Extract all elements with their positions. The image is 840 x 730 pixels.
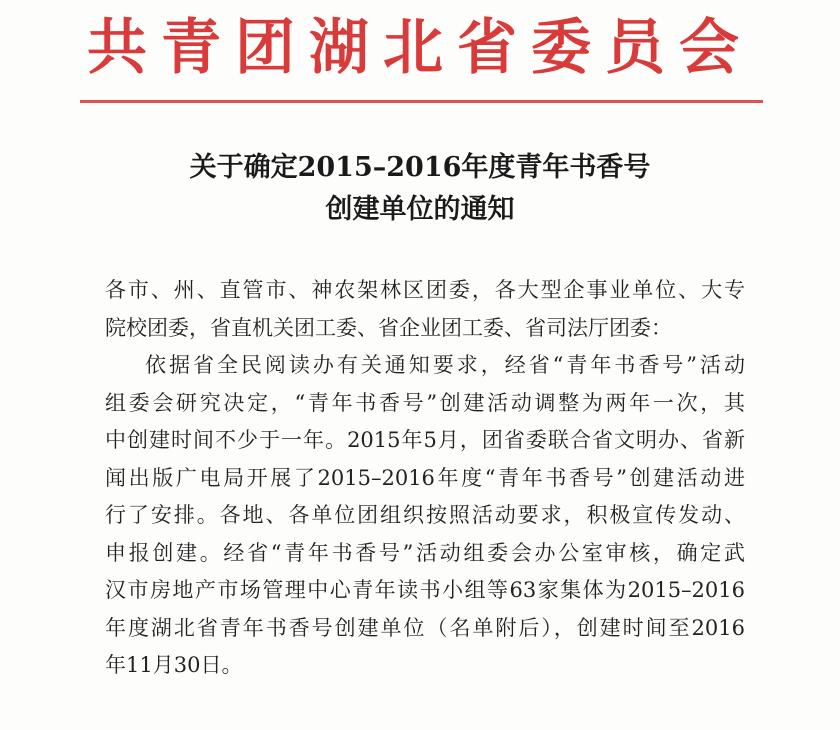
- paragraph-line-6: 申报创建。经省“青年书香号”活动组委会办公室审核，确定武: [105, 540, 745, 565]
- paragraph-line-3: 中创建时间不少于一年。2015年5月，团省委联合省文明办、省新: [105, 428, 745, 452]
- paragraph-line-1: 依据省全民阅读办有关通知要求，经省“青年书香号”活动: [145, 353, 745, 377]
- paragraph-line-7: 汉市房地产市场管理中心青年读书小组等63家集体为2015–2016: [105, 578, 745, 602]
- document-title-line-1: 关于确定2015–2016年度青年书香号: [189, 152, 651, 183]
- paragraph-line-2: 组委会研究决定，“青年书香号”创建活动调整为两年一次，其: [105, 390, 745, 415]
- paragraph-line-8: 年度湖北省青年书香号创建单位（名单附后），创建时间至2016: [105, 615, 745, 640]
- paragraph-line-4: 闻出版广电局开展了2015–2016年度“青年书香号”创建活动进: [105, 465, 745, 490]
- header-red-rule: [80, 100, 763, 103]
- addressee-line-1: 各市、州、直管市、神农架林区团委，各大型企事业单位、大专: [105, 278, 745, 302]
- paragraph-line-5: 行了安排。各地、各单位团组织按照活动要求，积极宣传发动、: [105, 503, 745, 527]
- issuing-organization-header: 共青团湖北省委员会: [87, 13, 753, 83]
- paragraph-line-9: 年11月30日。: [105, 653, 243, 677]
- document-body: [105, 272, 745, 685]
- addressee-line-2: 院校团委，省直机关团工委、省企业团工委、省司法厅团委：: [105, 315, 672, 340]
- document-title-line-2: 创建单位的通知: [325, 194, 515, 225]
